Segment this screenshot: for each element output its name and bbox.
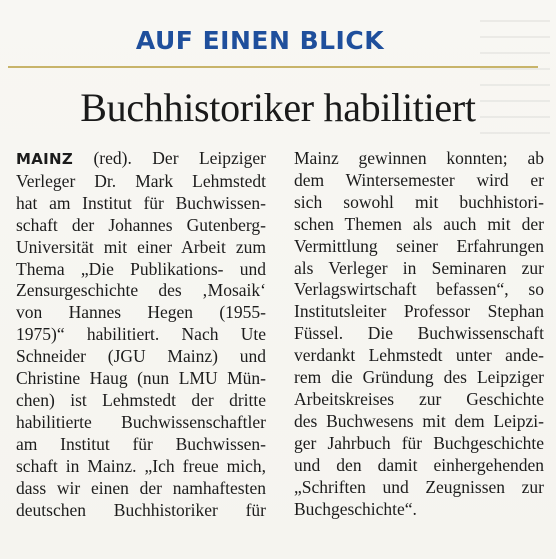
section-divider — [8, 66, 538, 68]
body-line: verdankt Lehmstedt unter ande- — [294, 345, 544, 366]
body-line: Buchgeschichte“. — [294, 498, 417, 519]
body-line: Zensurgeschichte des ‚Mosaik‘ — [16, 280, 266, 301]
body-line: dass wir einen der namhaftesten — [16, 477, 266, 498]
body-text: (red). Der Leipziger — [73, 148, 266, 168]
body-line: ger Jahrbuch für Buchgeschichte — [294, 432, 544, 453]
body-line: und den damit einhergehenden — [294, 454, 544, 475]
body-line: Arbeitskreises zur Geschichte — [294, 388, 544, 409]
body-line: Vermittlung seiner Erfahrungen — [294, 235, 544, 256]
body-line: 1975)“ habilitiert. Nach Ute — [16, 324, 266, 345]
body-line: als Verleger in Seminaren zur — [294, 257, 544, 278]
body-line: sich sowohl mit buchhistori- — [294, 191, 544, 212]
body-line: deutschen Buchhistoriker für — [16, 499, 266, 520]
body-line: chen) ist Lehmstedt der dritte — [16, 389, 266, 410]
right-column — [294, 148, 544, 521]
body-line: schaft der Johannes Gutenberg- — [16, 214, 266, 235]
body-line: dem Wintersemester wird er — [294, 169, 544, 190]
body-line: Thema „Die Publikations- und — [16, 258, 266, 279]
body-line: „Schriften und Zeugnissen zur — [294, 476, 544, 497]
body-line: Mainz gewinnen konnten; ab — [294, 148, 544, 168]
body-line: habilitierte Buchwissenschaftler — [16, 411, 266, 432]
article-body — [16, 148, 544, 521]
body-line: Universität mit einer Arbeit zum — [16, 236, 266, 257]
body-line: Schneider (JGU Mainz) und — [16, 346, 266, 367]
body-line: Verleger Dr. Mark Lehmstedt — [16, 170, 266, 191]
body-line: des Buchwesens mit dem Leipzi- — [294, 410, 544, 431]
body-line: am Institut für Buchwissen- — [16, 433, 266, 454]
body-line: von Hannes Hegen (1955- — [16, 302, 266, 323]
body-line: schen Themen als auch mit der — [294, 213, 544, 234]
body-line: hat am Institut für Buchwissen- — [16, 192, 266, 213]
body-line: Christine Haug (nun LMU Mün- — [16, 368, 266, 389]
body-line: Institutsleiter Professor Stephan — [294, 301, 544, 322]
dateline: MAINZ — [16, 150, 74, 168]
left-column — [16, 148, 266, 521]
body-line: Verlagswirtschaft befassen“, so — [294, 279, 544, 300]
body-line: Füssel. Die Buchwissenschaft — [294, 323, 544, 344]
article-headline: Buchhistoriker habilitiert — [80, 85, 476, 130]
section-label: AUF EINEN BLICK — [135, 26, 385, 55]
body-line: rem die Gründung des Leipziger — [294, 367, 544, 388]
body-line — [16, 148, 266, 171]
body-line: schaft in Mainz. „Ich freue mich, — [16, 455, 266, 476]
section-header — [0, 26, 556, 55]
